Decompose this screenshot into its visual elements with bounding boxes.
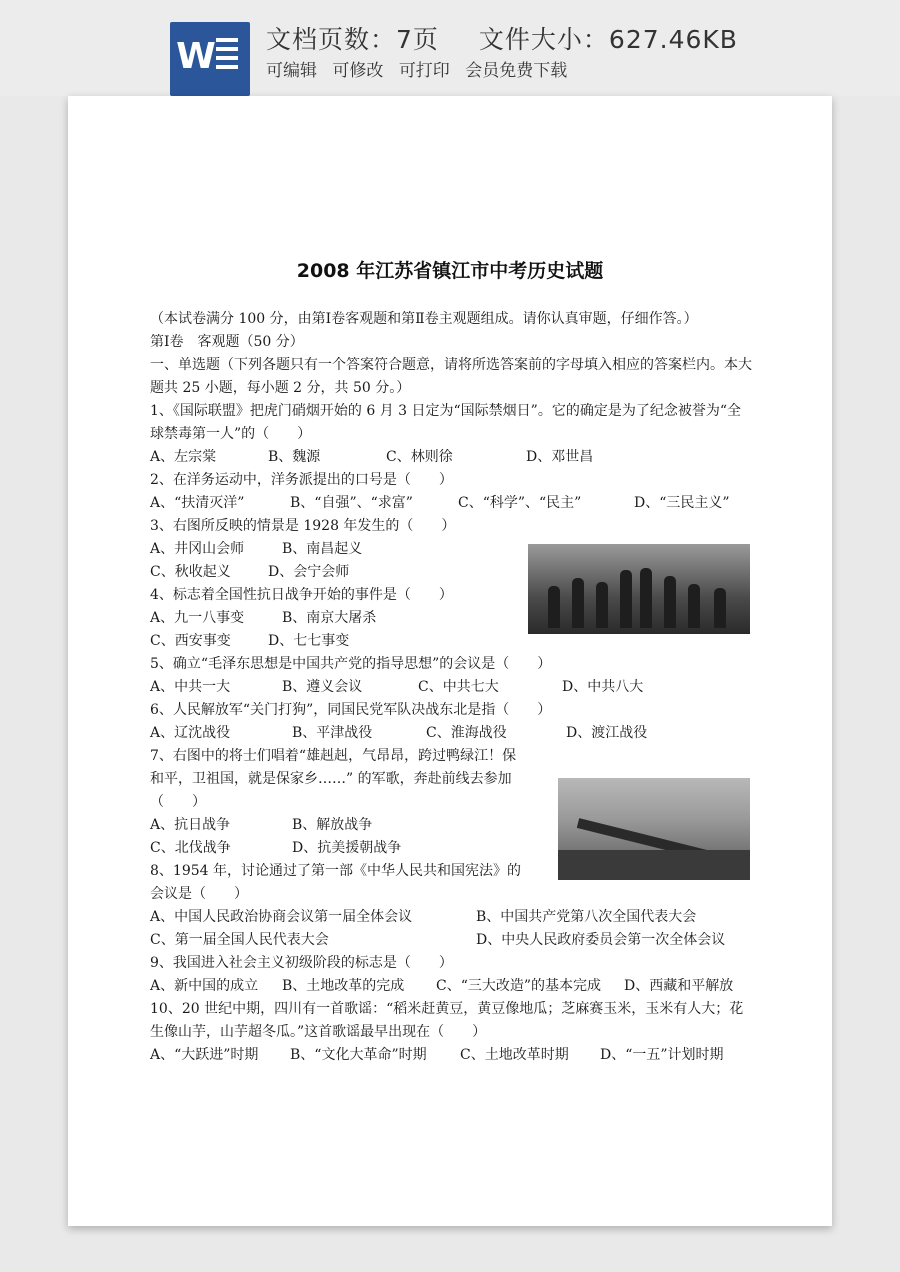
feature-editable: 可编辑 — [266, 61, 317, 81]
option: B、解放战争 — [292, 817, 373, 833]
option: C、秋收起义 — [150, 564, 231, 580]
option: D、“三民主义” — [634, 495, 730, 511]
option: B、“文化大革命”时期 — [290, 1047, 427, 1063]
option: C、林则徐 — [386, 449, 453, 465]
document-body — [150, 308, 752, 1067]
question-1-options — [150, 446, 752, 469]
word-document-icon — [170, 22, 250, 96]
question-9-options — [150, 975, 752, 998]
question-2: 2、在洋务运动中，洋务派提出的口号是（ ） — [150, 472, 453, 488]
option: A、辽沈战役 — [150, 725, 231, 741]
word-icon-lines — [216, 38, 240, 80]
option: B、土地改革的完成 — [282, 978, 405, 994]
question-10: 10、20 世纪中期，四川有一首歌谣：“稻米赶黄豆，黄豆像地瓜；芝麻赛玉米，玉米有人大；花生像山芋，山芋超冬瓜。”这首歌谣最早出现在（ ） — [150, 1001, 744, 1040]
question-4: 4、标志着全国性抗日战争开始的事件是（ ） — [150, 587, 453, 603]
option: B、中国共产党第八次全国代表大会 — [476, 909, 697, 925]
question-2-options — [150, 492, 752, 515]
feature-modifiable: 可修改 — [332, 61, 384, 81]
word-icon-letter: W — [176, 36, 216, 77]
page-count: 文档页数：7页 — [266, 25, 439, 54]
feature-member-download[interactable]: 会员免费下载 — [465, 61, 568, 81]
option: A、抗日战争 — [150, 817, 231, 833]
option: D、七七事变 — [268, 633, 350, 649]
question-6: 6、人民解放军“关门打狗”，同国民党军队决战东北是指（ ） — [150, 702, 552, 718]
question-10-options — [150, 1044, 752, 1067]
option: A、新中国的成立 — [150, 978, 259, 994]
historical-photo-troops — [528, 544, 750, 634]
option: D、“一五”计划时期 — [600, 1047, 724, 1063]
option: D、西藏和平解放 — [624, 978, 734, 994]
option: B、“自强”、“求富” — [290, 495, 413, 511]
option: A、“扶清灭洋” — [150, 495, 245, 511]
question-8-options-row-2 — [150, 929, 752, 952]
option: B、遵义会议 — [282, 679, 363, 695]
question-7-line-1: 7、右图中的将士们唱着“雄赳赳，气昂昂，跨过鸭绿江！保 — [150, 748, 517, 764]
file-size: 文件大小：627.46KB — [478, 25, 738, 54]
feature-list — [266, 56, 577, 81]
option: C、“三大改造”的基本完成 — [436, 978, 602, 994]
option: A、中国人民政治协商会议第一届全体会议 — [150, 909, 413, 925]
option: C、土地改革时期 — [460, 1047, 569, 1063]
option: D、抗美援朝战争 — [292, 840, 402, 856]
download-banner — [0, 0, 900, 96]
question-5-options — [150, 676, 752, 699]
option: C、“科学”、“民主” — [458, 495, 582, 511]
option: A、九一八事变 — [150, 610, 245, 626]
question-9: 9、我国进入社会主义初级阶段的标志是（ ） — [150, 955, 453, 971]
option: D、渡江战役 — [566, 725, 648, 741]
file-meta — [266, 20, 738, 56]
intro-text: （本试卷满分 100 分，由第Ⅰ卷客观题和第Ⅱ卷主观题组成。请你认真审题，仔细作答。） — [150, 311, 698, 327]
option: A、左宗棠 — [150, 449, 217, 465]
option: D、中央人民政府委员会第一次全体会议 — [476, 932, 726, 948]
option: A、井冈山会师 — [150, 541, 245, 557]
option: B、南昌起义 — [282, 541, 363, 557]
page-title: 2008 年江苏省镇江市中考历史试题 — [296, 260, 604, 282]
option: B、平津战役 — [292, 725, 373, 741]
feature-printable: 可打印 — [398, 61, 450, 81]
question-3: 3、右图所反映的情景是 1928 年发生的（ ） — [150, 518, 456, 534]
option: C、第一届全国人民代表大会 — [150, 932, 329, 948]
question-8-options-row-1 — [150, 906, 752, 929]
option: B、南京大屠杀 — [282, 610, 377, 626]
option: C、淮海战役 — [426, 725, 507, 741]
option: D、会宁会师 — [268, 564, 350, 580]
question-8-line-2: 会议是（ ） — [150, 886, 248, 902]
option: A、“大跃进”时期 — [150, 1047, 259, 1063]
question-7-line-2: 和平，卫祖国，就是保家乡……” 的军歌，奔赴前线去参加 — [150, 771, 512, 787]
document-page — [68, 96, 832, 1226]
option: A、中共一大 — [150, 679, 231, 695]
section-heading: 一、单选题（下列各题只有一个答案符合题意，请将所选答案前的字母填入相应的答案栏内。本大题共 25 小题，每小题 2 分，共 50 分。） — [150, 357, 752, 396]
question-8-line-1: 8、1954 年，讨论通过了第一部《中华人民共和国宪法》的 — [150, 863, 521, 879]
option: C、西安事变 — [150, 633, 231, 649]
question-6-options — [150, 722, 752, 745]
question-7-line-3: （ ） — [150, 794, 206, 810]
question-5: 5、确立“毛泽东思想是中国共产党的指导思想”的会议是（ ） — [150, 656, 552, 672]
question-1: 1、《国际联盟》把虎门硝烟开始的 6 月 3 日定为“国际禁烟日”。它的确定是为了纪念被誉为“全球禁毒第一人”的（ ） — [150, 403, 741, 442]
option: D、邓世昌 — [526, 449, 594, 465]
part-heading: 第Ⅰ卷 客观题（50 分） — [150, 334, 304, 350]
historical-photo-river-crossing — [558, 778, 750, 880]
option: B、魏源 — [268, 449, 321, 465]
option: D、中共八大 — [562, 679, 644, 695]
option: C、北伐战争 — [150, 840, 231, 856]
option: C、中共七大 — [418, 679, 499, 695]
